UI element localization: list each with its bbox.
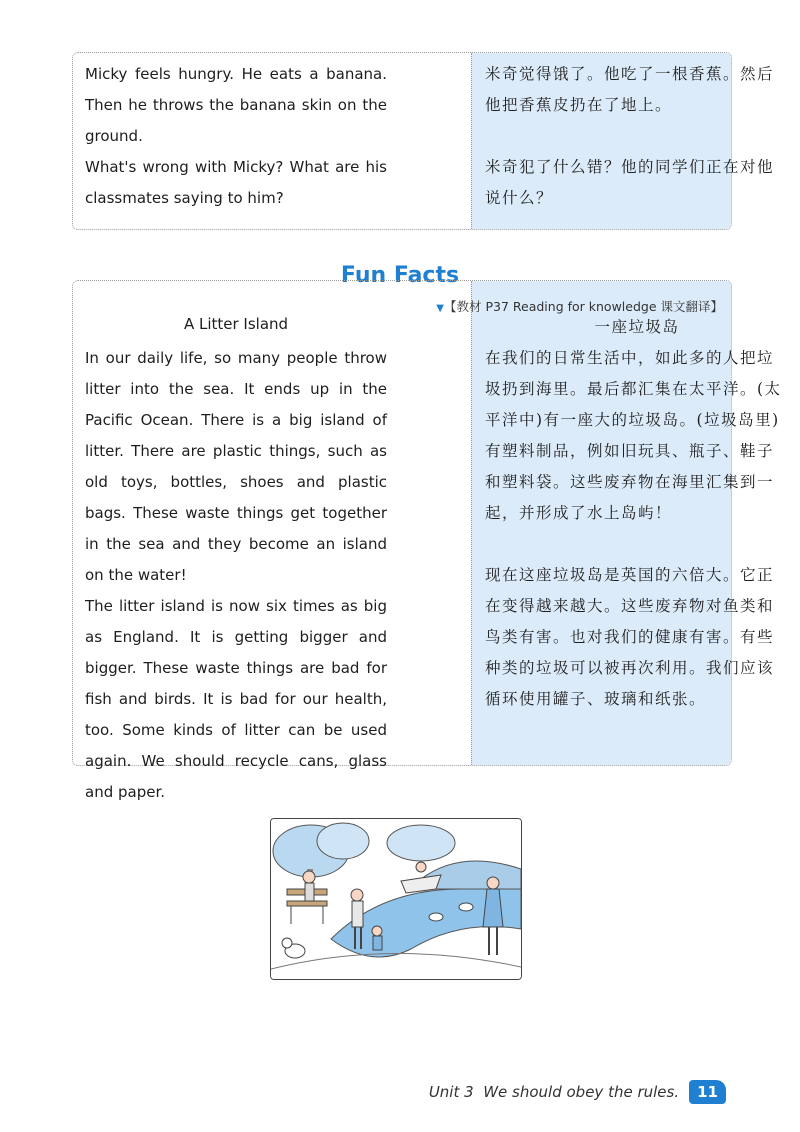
textbook-reference-tag: ▼【教材 P37 Reading for knowledge 课文翻译】 — [436, 299, 723, 314]
english-text — [85, 343, 387, 808]
paragraph: 现在这座垃圾岛是英国的六倍大。它正在变得越来越大。这些废弃物对鱼类和鸟类有害。也对我们的健康有害。有些种类的垃圾可以被再次利用。我们应该循环使用罐子、玻璃和纸张。 — [485, 566, 775, 708]
unit-label: Unit 3 We should obey the rules. — [428, 1083, 680, 1101]
reading-box — [72, 280, 782, 801]
paragraph: In our daily life, so many people throw litter into the sea. It ends up in the Pacific Ocean. There is a big island of litter. There are plastic things, such as old toys, bottles, shoes and plastic bags. These waste things get together in the sea and they become an island on the water! — [85, 349, 387, 584]
paragraph: 在我们的日常生活中，如此多的人把垃圾扔到海里。最后都汇集在太平洋。(太平洋中)有一座大的垃圾岛。(垃圾岛里)有塑料制品，例如旧玩具、瓶子、鞋子和塑料袋。这些废弃物在海里汇集到一起，并形成了水上岛屿！ — [485, 349, 782, 522]
fun-facts-heading: Fun Facts — [0, 263, 800, 288]
english-title: A Litter Island — [183, 315, 289, 333]
park-scene-image — [271, 819, 521, 979]
paragraph: Micky feels hungry. He eats a banana. Then he throws the banana skin on the ground. — [85, 65, 387, 145]
paragraph: 米奇觉得饿了。他吃了一根香蕉。然后他把香蕉皮扔在了地上。 — [485, 65, 775, 114]
paragraph: The litter island is now six times as big as England. It is getting bigger and bigger. These waste things are bad for fish and birds. It is bad for our health, too. Some kinds of litter can be used again. We should recycle cans, glass and paper. — [85, 597, 387, 801]
page-number: 11 — [689, 1080, 726, 1104]
paragraph: What's wrong with Micky? What are his classmates saying to him? — [85, 158, 387, 207]
park-illustration — [270, 818, 522, 980]
english-text — [85, 59, 387, 214]
chinese-title: 一座垃圾岛 — [594, 318, 680, 336]
page-footer — [429, 1080, 726, 1104]
chinese-text — [485, 59, 789, 214]
chinese-text — [485, 343, 789, 715]
paragraph: 米奇犯了什么错？他的同学们正在对他说什么？ — [485, 158, 775, 207]
triangle-icon: ▼ — [436, 303, 444, 314]
story-box — [72, 52, 775, 230]
